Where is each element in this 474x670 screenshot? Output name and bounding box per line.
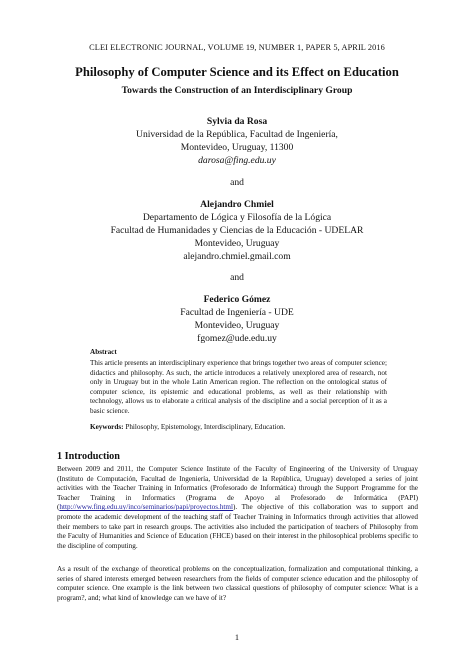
keywords-label: Keywords: <box>90 423 124 431</box>
author-affiliation: Montevideo, Uruguay, 11300 <box>180 142 294 153</box>
intro-paragraph: As a result of the exchange of theoretical problems on the conceptualization, formalization and computational thinking, a series of shared interests emerged between researchers from the fields of computer science education and the philosophy of computer science. One example is the link between two classical questions of philosophy of computer science: What is a program?, and; what kind of knowledge can we have of it? <box>57 565 418 602</box>
author-affiliation: Universidad de la República, Facultad de Ingeniería, <box>136 129 338 140</box>
abstract-heading: Abstract <box>90 348 117 356</box>
author-email: alejandro.chmiel.gmail.com <box>183 251 291 262</box>
abstract-text: This article presents an interdisciplinary experience that brings together two areas of computer science; didactics and philosophy. As such, the article introduces a relatively unexplored area of research, not only in Uruguay but in the whole Latin American region. The reflection on the ontological status of computer science, its epistemic and educational problems, as well as their relationship with technology, allows us to elaborate a critical analysis of the discipline and a social perception of it as a basic science. <box>90 359 387 415</box>
author-affiliation: Montevideo, Uruguay <box>194 238 280 249</box>
page-number: 1 <box>234 633 240 642</box>
section-heading: 1 Introduction <box>57 451 120 462</box>
keywords-text: Philosophy, Epistemology, Interdisciplinary, Education. <box>125 423 286 431</box>
author-name: Sylvia da Rosa <box>206 116 268 127</box>
author-affiliation: Facultad de Humanidades y Ciencias de la Educación - UDELAR <box>110 225 364 236</box>
paragraph-text: Between 2009 and 2011, the Computer Science Institute of the Faculty of Engineering of the University of Uruguay (Instituto de Computación, Facultad de Ingeniería, Universidad de la República, Uruguay) developed a series of joint activities with the Teacher Training in Informatics (Profesorado de Informática) through the Support Programme for the Teacher Training in Informatics (Programa de Apoyo al Profesorado de Informática (PAPI) ( <box>57 465 418 512</box>
and-separator: and <box>230 177 244 188</box>
author-affiliation: Montevideo, Uruguay <box>194 320 280 331</box>
author-affiliation: Facultad de Ingeniería - UDE <box>180 307 294 318</box>
running-head: CLEI ELECTRONIC JOURNAL, VOLUME 19, NUMBER 1, PAPER 5, APRIL 2016 <box>89 43 385 52</box>
project-link[interactable]: http://www.fing.edu.uy/inco/seminarios/papi/proyectos.html <box>59 503 234 512</box>
paper-subtitle: Towards the Construction of an Interdisciplinary Group <box>121 85 353 96</box>
paragraph-text: ). The objective of this collaboration was to support and promote the academic development of the teaching staff of Teacher Training in Informatics through activities that allowed their members to take part in research groups. The activities also included the participation of teachers of Philosophy from the Faculty of Humanities and Science of Education (FHCE) based on their interest in the philosophical problems specific to the discipline of computing. <box>57 503 418 550</box>
author-name: Alejandro Chmiel <box>200 199 274 210</box>
author-name: Federico Gómez <box>203 294 271 305</box>
and-separator: and <box>230 272 244 283</box>
author-affiliation: Departamento de Lógica y Filosofía de la Lógica <box>142 212 332 223</box>
author-email: fgomez@ude.edu.uy <box>197 333 277 344</box>
author-email: darosa@fing.edu.uy <box>198 155 276 166</box>
keywords <box>90 423 387 431</box>
paper-title: Philosophy of Computer Science and its Effect on Education <box>75 65 399 79</box>
intro-paragraph <box>57 465 418 551</box>
